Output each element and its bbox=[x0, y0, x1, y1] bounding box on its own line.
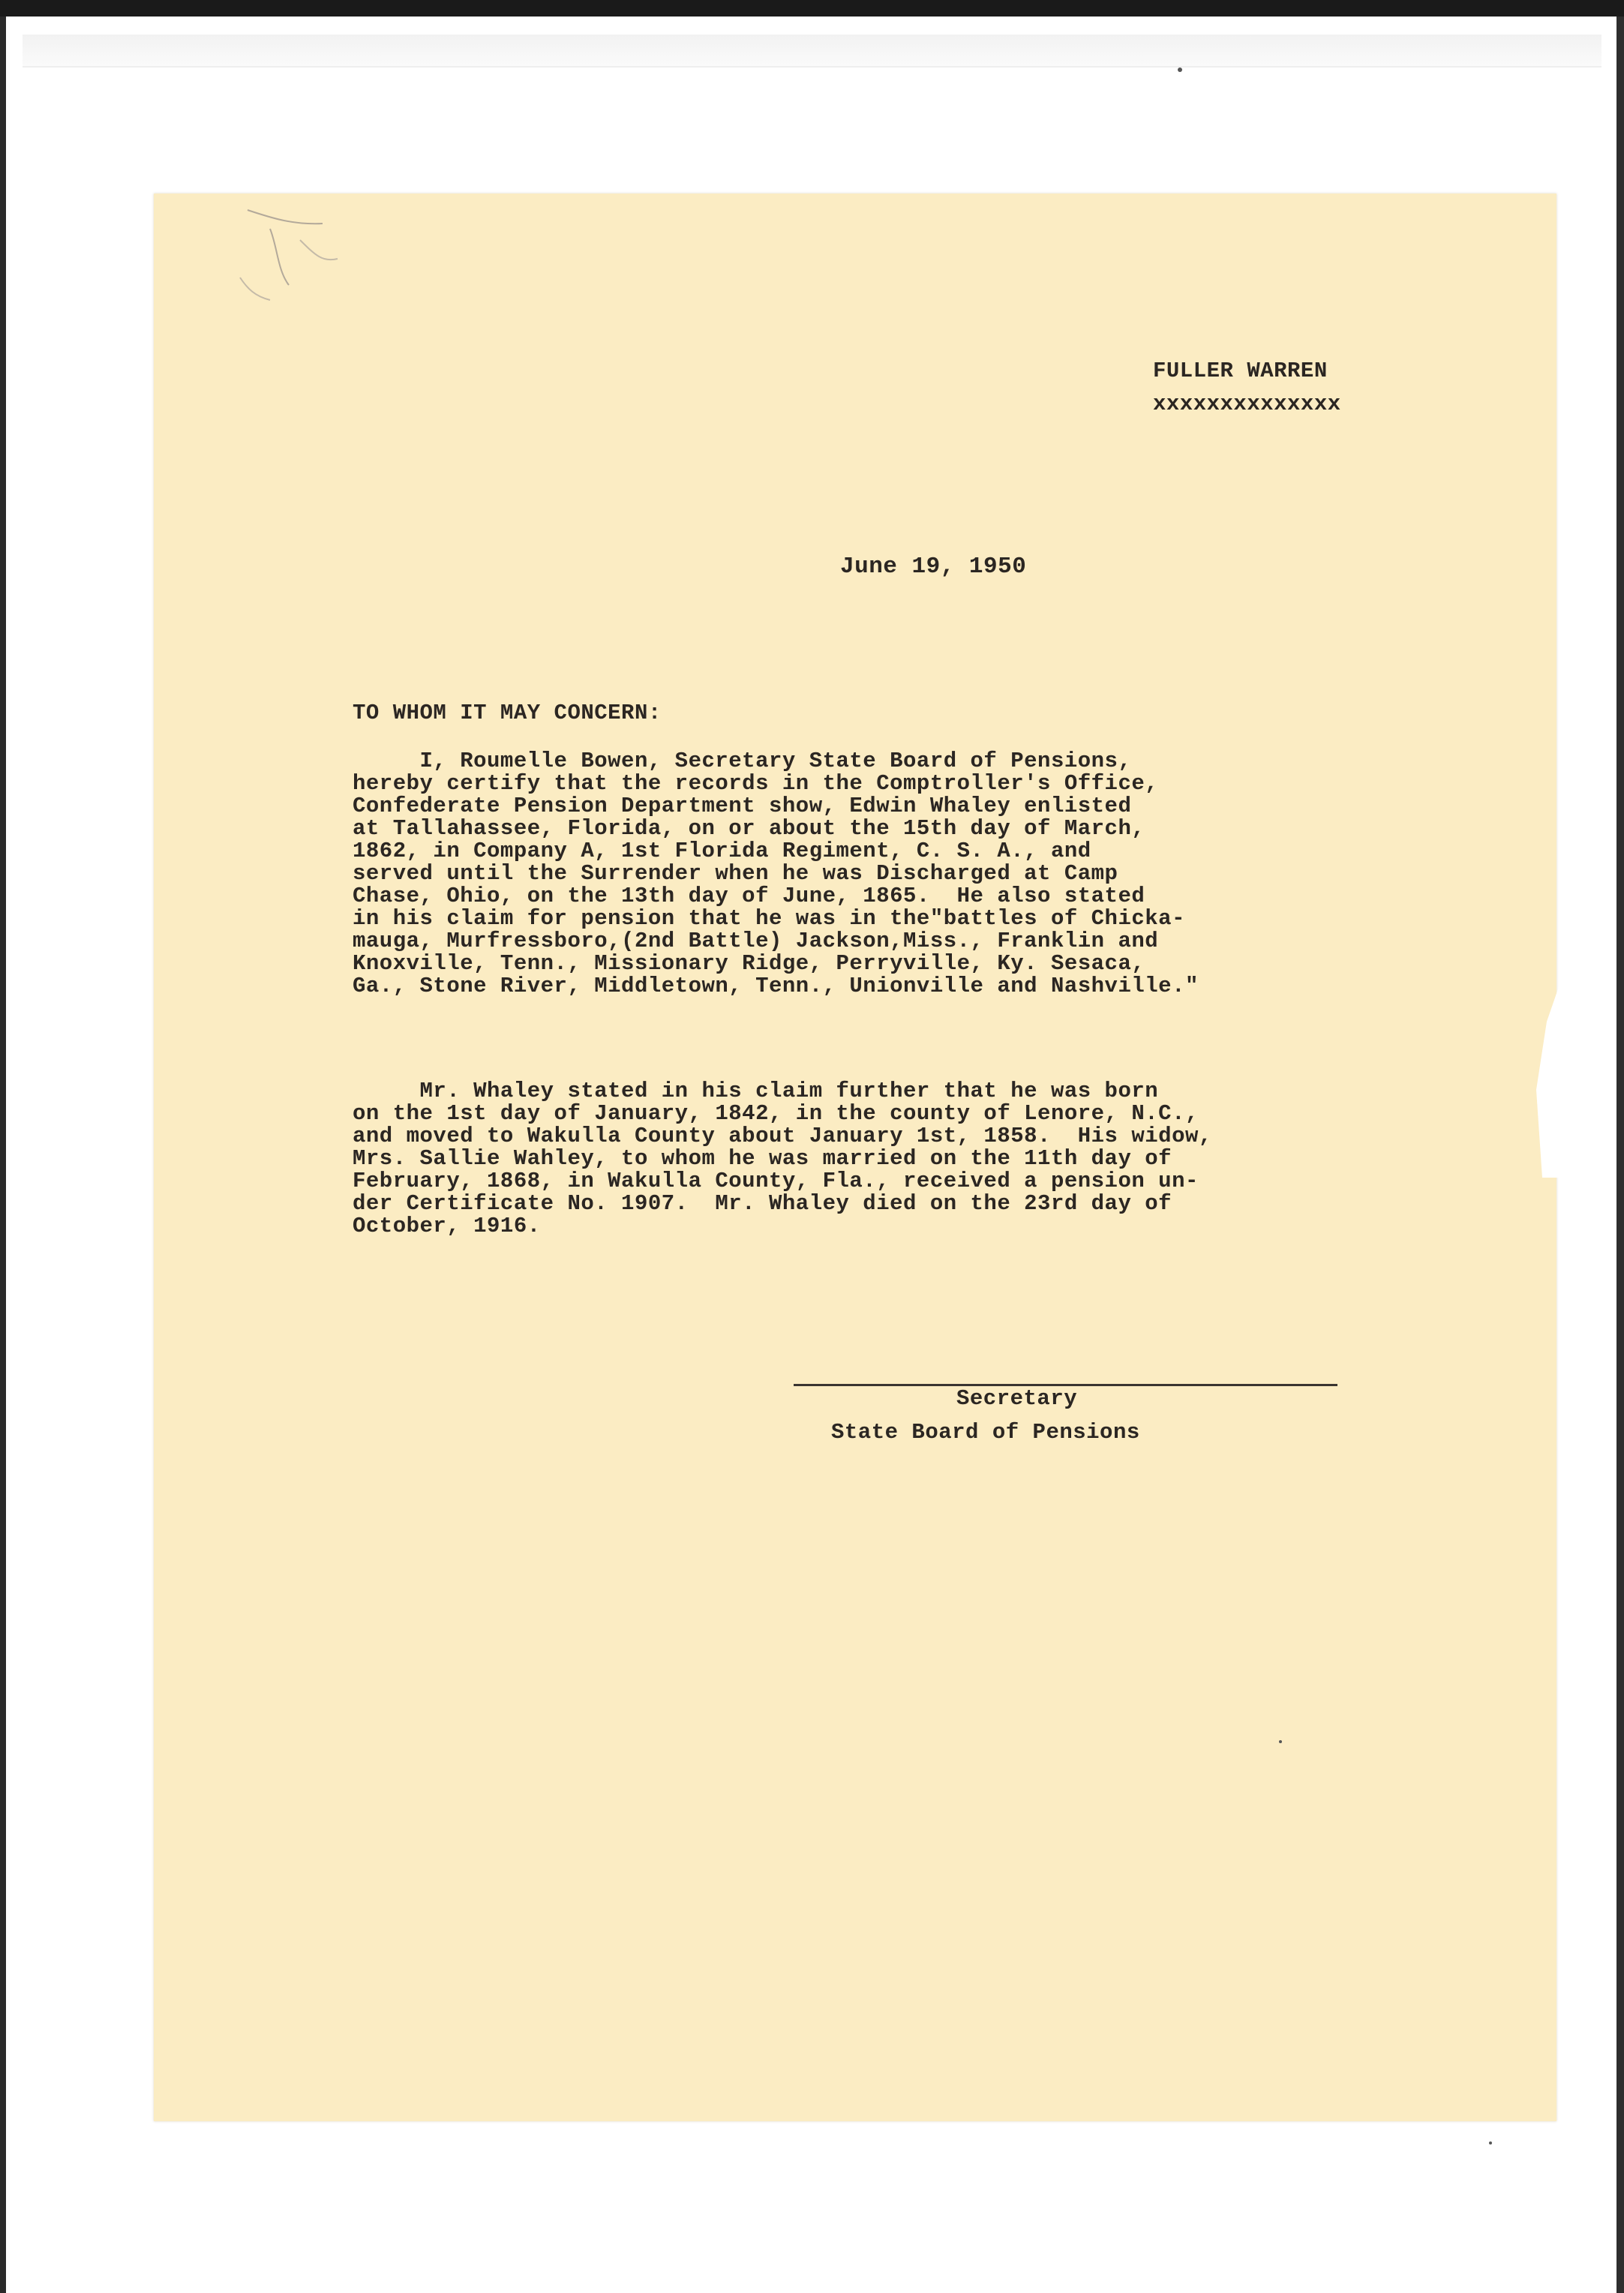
letter-date: June 19, 1950 bbox=[840, 554, 1027, 580]
signature-organization: State Board of Pensions bbox=[831, 1420, 1140, 1445]
paragraph-2-line: October, 1916. bbox=[353, 1214, 541, 1238]
paragraph-1-line: Chase, Ohio, on the 13th day of June, 1865. He also stated bbox=[353, 884, 1145, 908]
signature-title: Secretary bbox=[956, 1386, 1078, 1411]
paragraph-1-line: in his claim for pension that he was in the"battles of Chicka- bbox=[353, 906, 1185, 931]
paragraph-1-line: I, Roumelle Bowen, Secretary State Board of Pensions, bbox=[353, 749, 1132, 773]
pencil-notation-icon bbox=[225, 203, 375, 308]
paragraph-1-line: 1862, in Company A, 1st Florida Regiment, C. S. A., and bbox=[353, 839, 1091, 863]
paragraph-1-line: served until the Surrender when he was Discharged at Camp bbox=[353, 861, 1118, 886]
salutation: TO WHOM IT MAY CONCERN: bbox=[353, 701, 662, 725]
paragraph-1-line: Confederate Pension Department show, Edwin Whaley enlisted bbox=[353, 794, 1132, 818]
letterhead-name: FULLER WARREN bbox=[1153, 359, 1328, 383]
paragraph-2-line: and moved to Wakulla County about January 1st, 1858. His widow, bbox=[353, 1124, 1212, 1148]
paragraph-2-line: on the 1st day of January, 1842, in the county of Lenore, N.C., bbox=[353, 1101, 1199, 1126]
scanner-left-border bbox=[0, 17, 6, 2293]
paragraph-1-line: hereby certify that the records in the Comptroller's Office, bbox=[353, 771, 1159, 796]
scanner-right-border bbox=[1616, 17, 1624, 2293]
paragraph-2-line: der Certificate No. 1907. Mr. Whaley died on the 23rd day of bbox=[353, 1191, 1172, 1216]
paragraph-1-line: at Tallahassee, Florida, on or about the 15th day of March, bbox=[353, 816, 1145, 841]
paper-speck bbox=[1279, 1740, 1282, 1743]
paper-speck bbox=[1489, 2141, 1492, 2144]
paragraph-1-line: Ga., Stone River, Middletown, Tenn., Unionville and Nashville." bbox=[353, 974, 1199, 998]
scanner-bed-band bbox=[23, 35, 1601, 68]
paragraph-2-line: Mr. Whaley stated in his claim further that he was born bbox=[353, 1079, 1159, 1103]
paragraph-2-line: Mrs. Sallie Wahley, to whom he was married on the 11th day of bbox=[353, 1146, 1172, 1171]
paragraph-2-line: February, 1868, in Wakulla County, Fla., received a pension un- bbox=[353, 1169, 1199, 1193]
letterhead-struck-text: xxxxxxxxxxxxxx bbox=[1153, 392, 1341, 416]
paragraph-1-line: mauga, Murfressboro,(2nd Battle) Jackson,Miss., Franklin and bbox=[353, 929, 1159, 953]
scanner-top-border bbox=[0, 0, 1624, 17]
paragraph-1-line: Knoxville, Tenn., Missionary Ridge, Perryville, Ky. Sesaca, bbox=[353, 951, 1145, 976]
dust-speck bbox=[1178, 68, 1182, 72]
